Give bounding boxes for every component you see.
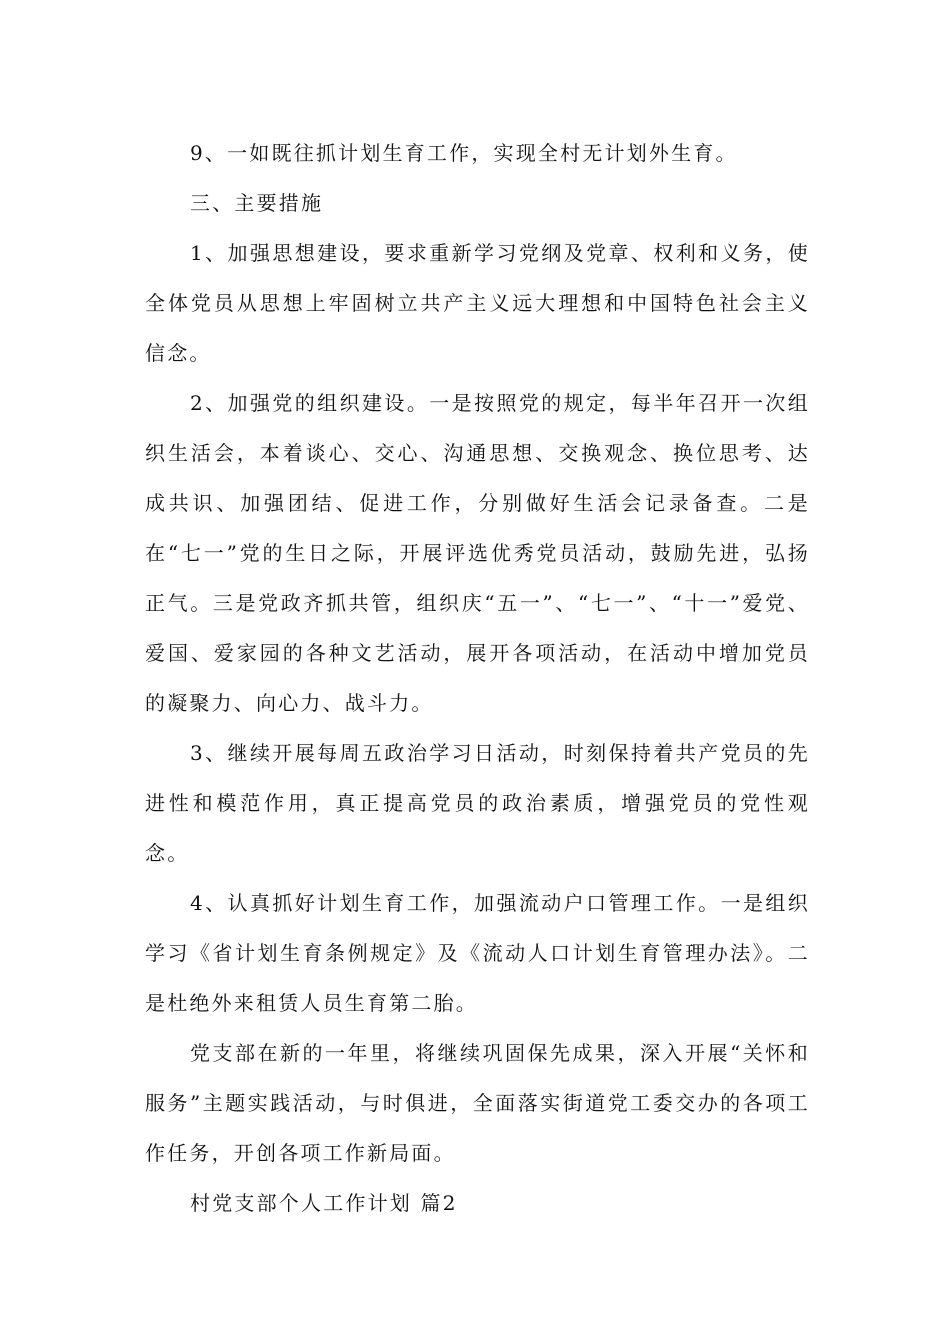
paragraph-measure-2: 2、加强党的组织建设。一是按照党的规定，每半年召开一次组织生活会，本着谈心、交心、沟通思想、交换观念、换位思考、达成共识、加强团结、促进工作，分别做好生活会记录备查。二是在“七一”党的生日之际，开展评选优秀党员活动，鼓励先进，弘扬正气。三是党政齐抓共管，组织庆“五一”、“七一”、“十一”爱党、爱国、爱家园的各种文艺活动，展开各项活动，在活动中增加党员的凝聚力、向心力、战斗力。 (145, 391, 810, 715)
paragraph-measure-1: 1、加强思想建设，要求重新学习党纲及党章、权利和义务，使全体党员从思想上牢固树立共产主义远大理想和中国特色社会主义信念。 (145, 241, 810, 365)
paragraph-item-9: 9、一如既往抓计划生育工作，实现全村无计划外生育。 (190, 141, 738, 165)
paragraph-measure-3: 3、继续开展每周五政治学习日活动，时刻保持着共产党员的先进性和模范作用，真正提高党员的政治素质，增强党员的党性观念。 (145, 741, 810, 865)
paragraph-conclusion: 党支部在新的一年里，将继续巩固保先成果，深入开展“关怀和服务”主题实践活动，与时俱进，全面落实街道党工委交办的各项工作任务，开创各项工作新局面。 (145, 1041, 810, 1165)
paragraph-measure-4: 4、认真抓好计划生育工作，加强流动户口管理工作。一是组织学习《省计划生育条例规定》及《流动人口计划生育管理办法》。二是杜绝外来租赁人员生育第二胎。 (145, 891, 810, 1015)
section-heading-measures: 三、主要措施 (190, 191, 324, 215)
next-section-title: 村党支部个人工作计划 篇2 (190, 1191, 458, 1215)
document-body (145, 128, 810, 1228)
